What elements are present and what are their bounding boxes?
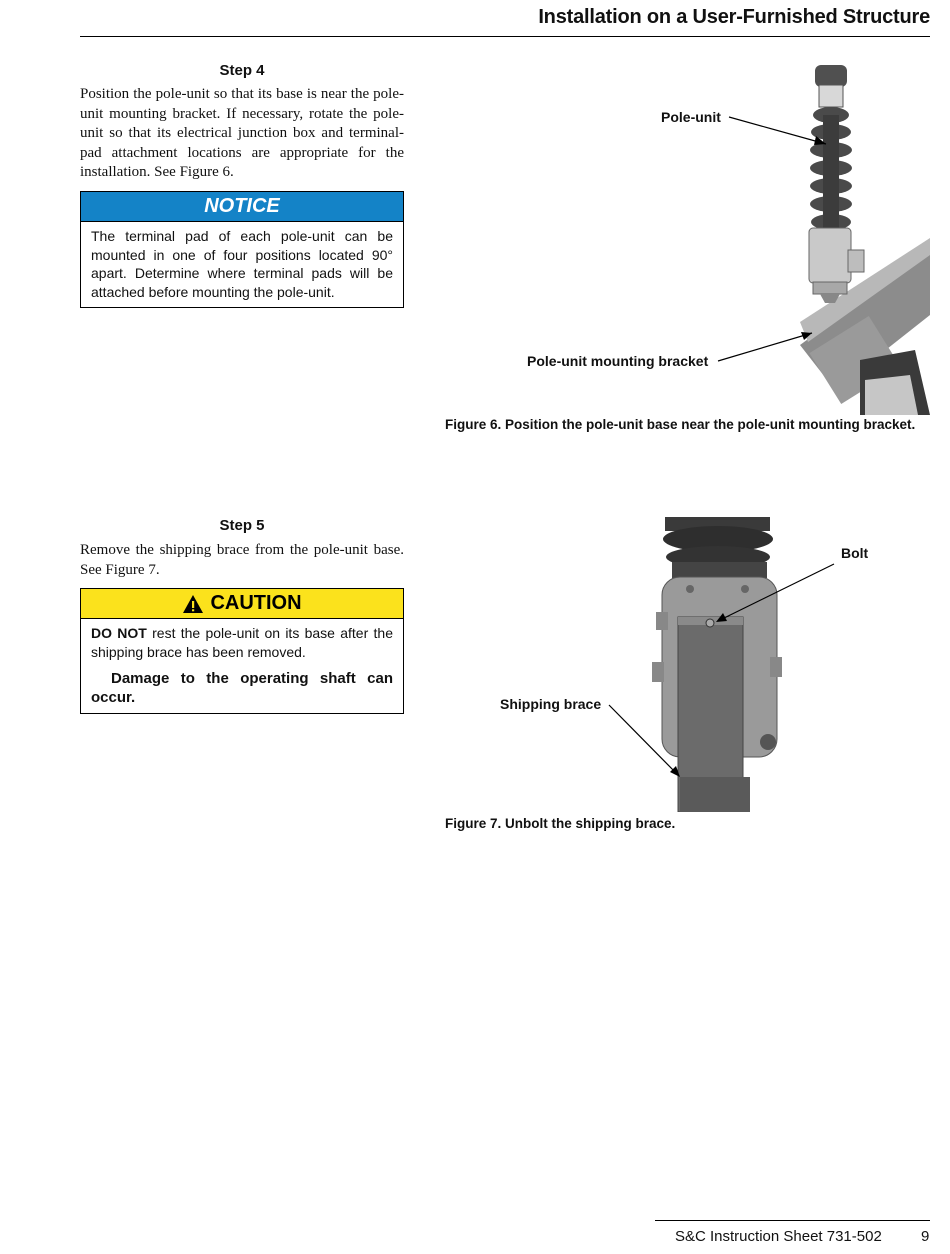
footer-rule — [655, 1220, 930, 1221]
callout-shipping-brace: Shipping brace — [500, 696, 602, 712]
callout-mounting-bracket: Pole-unit mounting bracket — [527, 353, 709, 369]
callout-pole-unit: Pole-unit — [661, 109, 721, 125]
caution-consequence: Damage to the operating shaft can occur. — [91, 670, 393, 706]
step4-heading: Step 4 — [219, 62, 265, 79]
figure7-caption: Figure 7. Unbolt the shipping brace. — [445, 816, 676, 831]
caution-title: CAUTION — [210, 592, 302, 614]
caution-bold-lead: DO NOT — [91, 625, 147, 641]
step5-heading: Step 5 — [219, 517, 265, 534]
step4-text: Position the pole-unit so that its base is near the pole-unit mounting bracket. If necessary, rotate the pole-unit so that its electrical junction box and terminal-pad attachment locations are appropriate for the installation. See Figure 6. — [80, 86, 404, 180]
callout-bolt: Bolt — [841, 545, 869, 561]
figure7-leader-lines — [0, 500, 950, 800]
page-header-title: Installation on a User-Furnished Structure — [538, 6, 930, 28]
step5-text: Remove the shipping brace from the pole-unit base. See Figure 7. — [80, 542, 404, 578]
notice-title: NOTICE — [81, 192, 403, 222]
figure6-caption: Figure 6. Position the pole-unit base near the pole-unit mounting bracket. — [445, 417, 916, 432]
notice-text: The terminal pad of each pole-unit can be mounted in one of four positions located 90° apart. Determine where terminal pads will be attached before mounting the pole-unit. — [91, 228, 393, 300]
caution-text: rest the pole-unit on its base after the shipping brace has been removed. — [91, 625, 393, 660]
footer-doc-title: S&C Instruction Sheet 731-502 — [675, 1228, 882, 1245]
figure6-leader-lines — [0, 0, 950, 420]
page-number: 9 — [921, 1228, 930, 1245]
